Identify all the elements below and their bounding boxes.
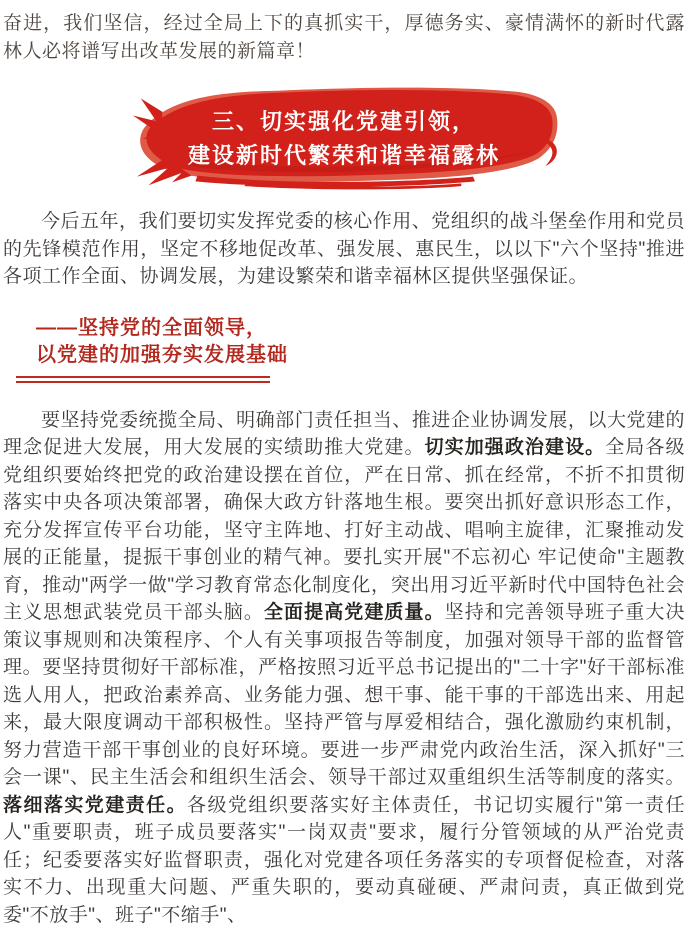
subheading-line-1: ——坚持党的全面领导， bbox=[16, 315, 685, 342]
section-banner-title bbox=[129, 85, 559, 190]
subheading-line-2: 以党建的加强夯实发展基础 bbox=[16, 342, 685, 369]
main-body-paragraph bbox=[3, 407, 685, 929]
body-text-segment: 坚持和完善领导班子重大决策议事规则和决策程序、个人有关事项报告等制度，加强对领导干部的监督管理。要坚持贯彻好干部标准，严格按照习近平总书记提出的"二十字"好干部标准选人用人，把政治素养高、业务能力强、想干事、能干事的干部选出来、用起来，最大限度调动干部积极性。坚持严管与厚爱相结合，强化激励约束机制，努力营造干部干事创业的良好环境。要进一步严肃党内政治生活，深入抓好"三会一课"、民主生活会和组织生活会、领导干部过双重组织生活等制度的落实。 bbox=[3, 602, 685, 788]
bold-phrase: 落细落实党建责任。 bbox=[3, 795, 187, 816]
banner-title-line-2: 建设新时代繁荣和谐幸福露林 bbox=[188, 139, 500, 172]
body-text-segment: 要坚持党委统揽全局、明确部门责任担当、推进企业协调发展，以大党建的理念促进大发展，用大发展的实绩助推大党建。 bbox=[3, 410, 685, 459]
overview-paragraph: 今后五年，我们要切实发挥党委的核心作用、党组织的战斗堡垒作用和党员的先锋模范作用，坚定不移地促改革、强发展、惠民生，以以下"六个坚持"推进各项工作全面、协调发展，为建设繁荣和谐幸福林区提供坚强保证。 bbox=[3, 208, 685, 291]
underline-top-rule bbox=[16, 376, 270, 378]
subsection-heading bbox=[16, 315, 685, 383]
section-banner bbox=[129, 85, 559, 190]
body-text-segment: 各级党组织要落实好主体责任，书记切实履行"第一责任人"重要职责，班子成员要落实"一岗双责"要求，履行分管领域的从严治党责任；纪委要落实好监督职责，强化对党建各项任务落实的专项督促检查，对落实不力、出现重大问题、严重失职的，要动真碰硬、严肃问责，真正做到党委"不放手"、班子"不缩手"、 bbox=[3, 795, 685, 926]
underline-bottom-rule bbox=[16, 381, 270, 383]
subheading-underline bbox=[16, 376, 270, 383]
banner-title-line-1: 三、切实强化党建引领， bbox=[212, 105, 476, 138]
bold-phrase: 全面提高党建质量。 bbox=[264, 602, 445, 623]
bold-phrase: 切实加强政治建设。 bbox=[425, 437, 606, 458]
body-text-segment: 全局各级党组织要始终把党的政治建设摆在首位，严在日常、抓在经常，不折不扣贯彻落实中央各项决策部署，确保大政方针落地生根。要突出抓好意识形态工作，充分发挥宣传平台功能，坚守主阵地、打好主动战、唱响主旋律，汇聚推动发展的正能量，提振干事创业的精气神。要扎实开展"不忘初心 牢记使命"主题教育，推动"两学一做"学习教育常态化制度化，突出用习近平新时代中国特色社会主义思想武装党员干部头脑。 bbox=[3, 437, 685, 623]
intro-paragraph: 奋进，我们坚信，经过全局上下的真抓实干，厚德务实、豪情满怀的新时代露林人必将谱写出改革发展的新篇章！ bbox=[3, 10, 685, 65]
